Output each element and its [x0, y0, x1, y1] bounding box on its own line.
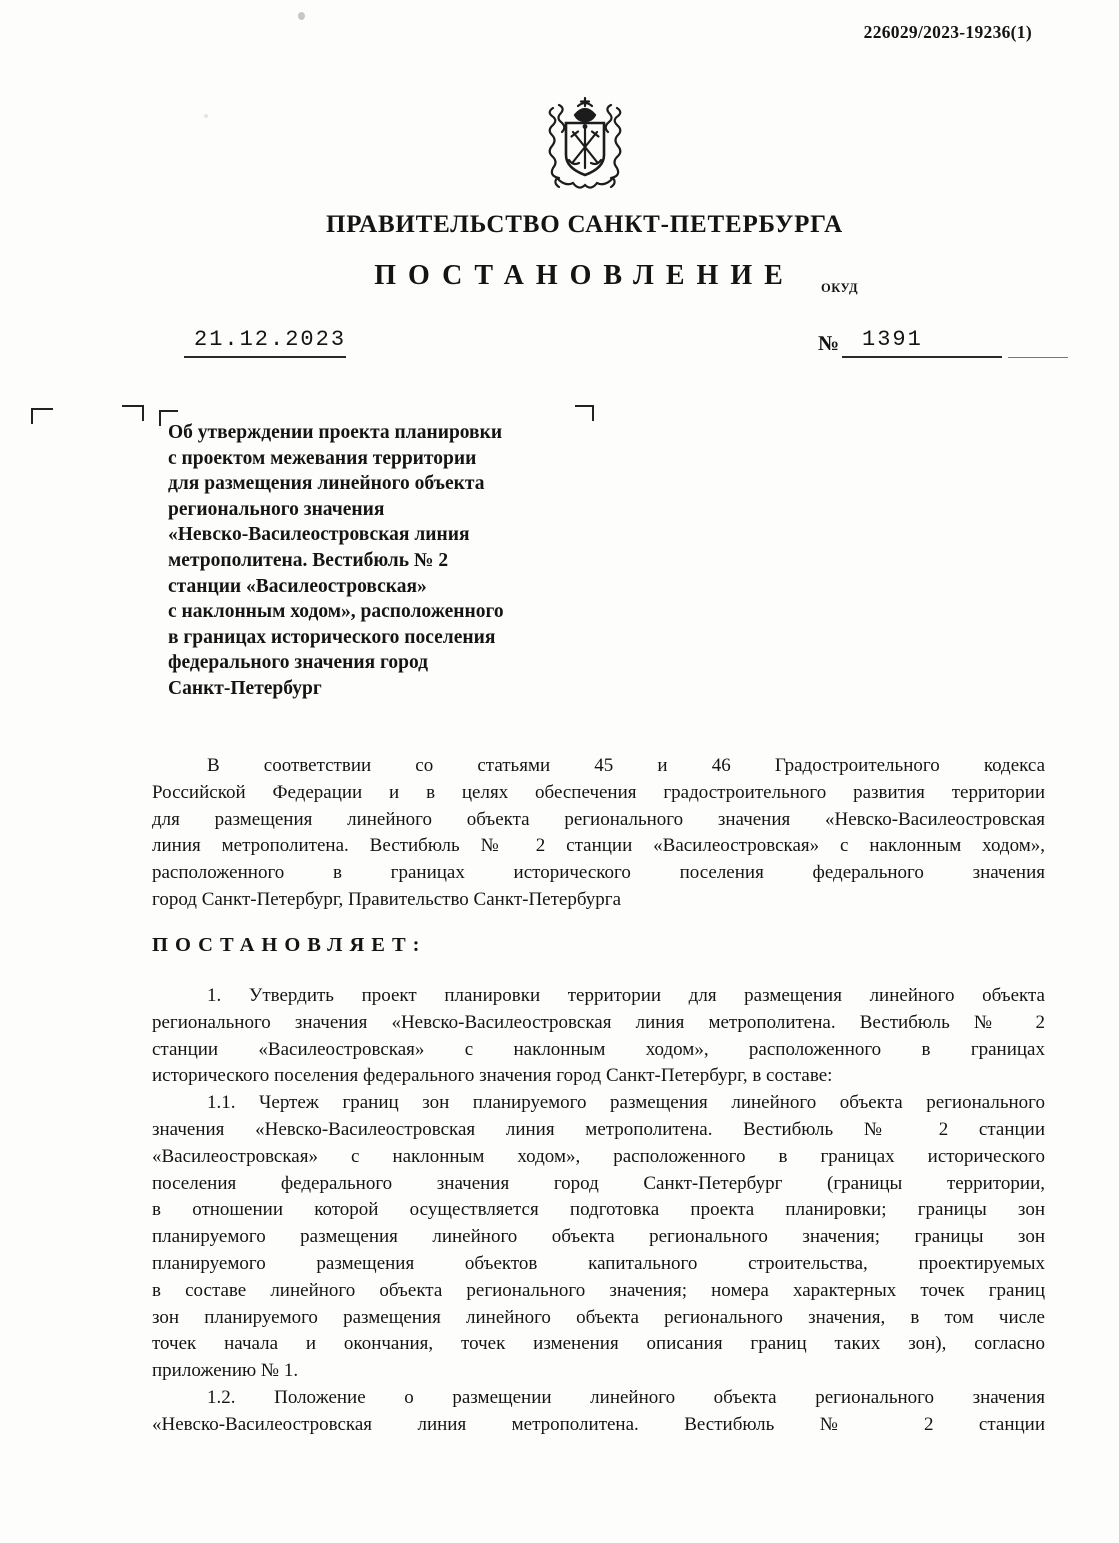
- corner-bracket-icon: [122, 405, 144, 421]
- saint-petersburg-coat-of-arms-icon: [531, 92, 639, 195]
- okud-label: ОКУД: [821, 281, 859, 295]
- body-text-line: в отношении которой осуществляется подготовка проекта планировки; границы зон: [152, 1199, 1045, 1221]
- body-text-line: для размещения линейного объекта регионального значения «Невско-Василеостровская: [152, 808, 1045, 830]
- document-reference-number: 226029/2023-19236(1): [863, 22, 1032, 42]
- number-underline: [842, 356, 1002, 358]
- resolution-items: [152, 983, 1045, 1439]
- subject-line: с наклонным ходом», расположенного: [168, 601, 504, 623]
- body-text-line: Российской Федерации и в целях обеспечения градостроительного развития территории: [152, 781, 1045, 803]
- subject-line: Об утверждении проекта планировки: [168, 422, 503, 443]
- body-text-line: 1.2. Положение о размещении линейного объекта регионального значения: [207, 1386, 1045, 1408]
- body-text-line: расположенного в границах исторического поселения федерального значения: [152, 862, 1045, 884]
- preamble-paragraph: [152, 753, 1045, 914]
- body-text-line: планируемого размещения линейного объекта регионального значения; границы зон: [152, 1226, 1045, 1248]
- body-text-line: 1.1. Чертеж границ зон планируемого размещения линейного объекта регионального: [207, 1092, 1045, 1114]
- document-type-title: ПОСТАНОВЛЕНИЕ: [374, 260, 795, 291]
- subject-line: «Невско-Василеостровская линия: [168, 524, 470, 546]
- government-title: ПРАВИТЕЛЬСТВО САНКТ-ПЕТЕРБУРГА: [325, 211, 844, 238]
- document-number: 1391: [862, 327, 923, 352]
- scan-speck: [298, 12, 305, 20]
- body-text-line: исторического поселения федерального значения город Санкт-Петербург, в составе:: [152, 1065, 833, 1087]
- body-text-line: линия метрополитена. Вестибюль № 2 станции «Василеостровская» с наклонным ходом»,: [152, 835, 1045, 857]
- body-text-line: поселения федерального значения город Санкт-Петербург (границы территории,: [152, 1172, 1045, 1194]
- subject-line: для размещения линейного объекта: [168, 473, 485, 495]
- subject-block: [168, 420, 613, 702]
- subject-line: регионального значения: [168, 498, 385, 520]
- subject-line: федерального значения город: [168, 652, 429, 674]
- resolves-heading: ПОСТАНОВЛЯЕТ:: [152, 934, 427, 956]
- subject-line: Санкт-Петербург: [168, 677, 322, 699]
- body-text-line: точек начала и окончания, точек изменения описания границ таких зон), согласно: [152, 1333, 1045, 1355]
- body-text-line: город Санкт-Петербург, Правительство Санкт-Петербурга: [152, 888, 622, 910]
- body-text-line: В соответствии со статьями 45 и 46 Градостроительного кодекса: [207, 755, 1045, 776]
- body-text-line: планируемого размещения объектов капитального строительства, проектируемых: [152, 1252, 1045, 1274]
- body-text-line: приложению № 1.: [152, 1360, 299, 1382]
- body-text-line: зон планируемого размещения линейного объекта регионального значения, в том числе: [152, 1306, 1045, 1328]
- body-text-line: 1. Утвердить проект планировки территории для размещения линейного объекта: [207, 985, 1045, 1006]
- body-text-line: «Невско-Василеостровская линия метрополитена. Вестибюль № 2 станции: [152, 1413, 1045, 1435]
- subject-line: метрополитена. Вестибюль № 2: [168, 549, 449, 571]
- body-text-line: станции «Василеостровская» с наклонным ходом», расположенного в границах: [152, 1038, 1045, 1060]
- body-text-line: регионального значения «Невско-Василеостровская линия метрополитена. Вестибюль № 2: [152, 1011, 1045, 1033]
- document-date: 21.12.2023: [194, 327, 347, 352]
- number-underline-extension: [1008, 357, 1068, 358]
- date-underline: [184, 356, 346, 358]
- corner-bracket-icon: [575, 405, 594, 421]
- body-text-line: «Василеостровская» с наклонным ходом», расположенного в границах исторического: [152, 1145, 1045, 1167]
- corner-bracket-icon: [31, 408, 53, 424]
- body-text-line: в составе линейного объекта регионального значения; номера характерных точек границ: [152, 1279, 1045, 1301]
- number-sign-label: №: [818, 331, 840, 355]
- scan-speck: [204, 114, 208, 118]
- subject-line: с проектом межевания территории: [168, 447, 477, 469]
- body-text-line: значения «Невско-Василеостровская линия метрополитена. Вестибюль № 2 станции: [152, 1118, 1045, 1140]
- subject-line: в границах исторического поселения: [168, 626, 496, 648]
- subject-line: станции «Василеостровская»: [168, 575, 427, 597]
